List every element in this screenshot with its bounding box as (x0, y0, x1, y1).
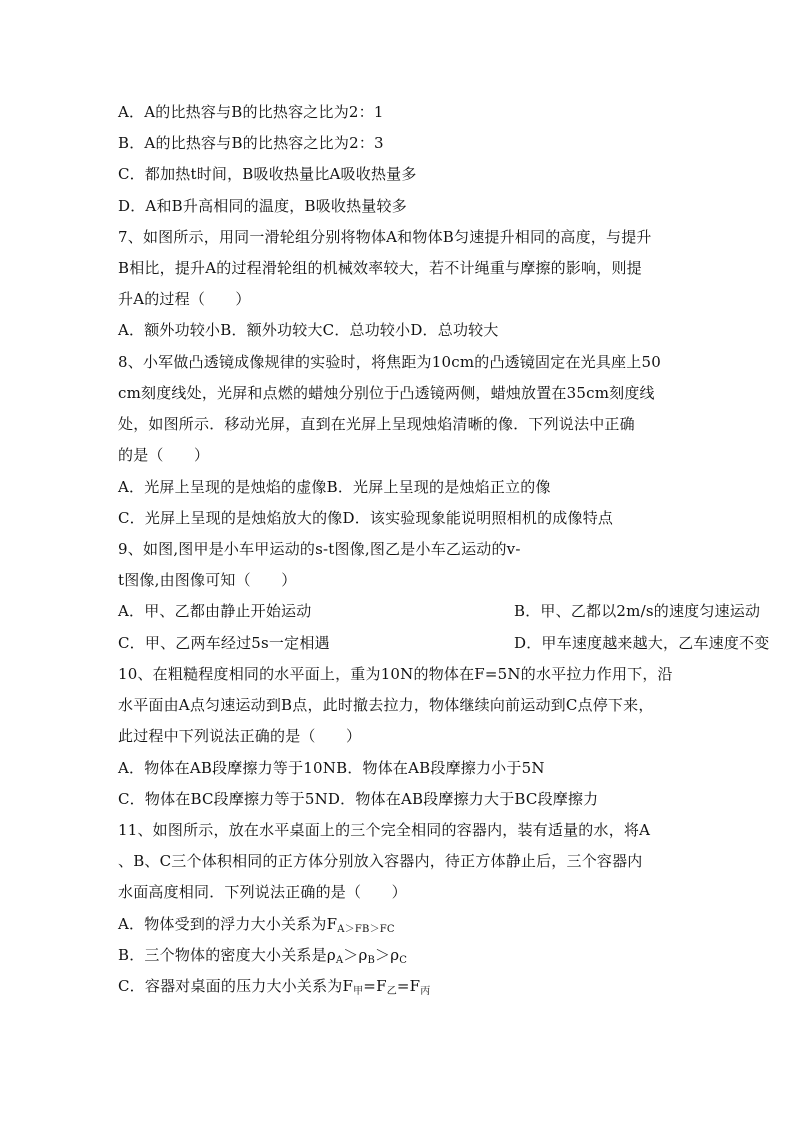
q8-stem-line2: cm刻度线处，光屏和点燃的蜡烛分别位于凸透镜两侧，蜡烛放置在35cm刻度线 (118, 384, 655, 402)
q11-stem-line3: 水面高度相同．下列说法正确的是（ ） (118, 883, 407, 901)
q10-stem-line3: 此过程中下列说法正确的是（ ） (118, 727, 362, 745)
q8-stem-line3: 处，如图所示．移动光屏，直到在光屏上呈现烛焰清晰的像．下列说法中正确 (118, 415, 635, 433)
q10-stem-line2: 水平面由A点匀速运动到B点，此时撤去拉力，物体继续向前运动到C点停下来， (118, 696, 654, 714)
q11-stem-line1: 11、如图所示，放在水平桌面上的三个完全相同的容器内，装有适量的水，将A (118, 821, 651, 839)
q9-stem-line2: t图像,由图像可知（ ） (118, 571, 297, 589)
q11-option-a: A．物体受到的浮力大小关系为$F_{A>FB>FC}$ (118, 915, 395, 935)
q10-stem-line1: 10、在粗糙程度相同的水平面上，重为10N的物体在F=5N的水平拉力作用下，沿 (118, 665, 673, 683)
q11-option-c: C．容器对桌面的压力大小关系为$F_甲=F_乙=F_丙$ (118, 977, 431, 997)
q6-option-c: C．都加热t时间，B吸收热量比A吸收热量多 (118, 165, 417, 183)
q9-options-row2 (118, 633, 770, 653)
q8-stem-line1: 8、小军做凸透镜成像规律的实验时，将焦距为10cm的凸透镜固定在光具座上50 (118, 353, 661, 371)
q6-option-a: A．A的比热容与B的比热容之比为2：1 (118, 103, 384, 121)
q10-options-ab: A．物体在AB段摩擦力等于10NB．物体在AB段摩擦力小于5N (118, 759, 545, 777)
q11-stem-line2: 、B、C三个体积相同的正方体分别放入容器内，待正方体静止后，三个容器内 (118, 852, 643, 870)
q6-option-b: B．A的比热容与B的比热容之比为2：3 (118, 134, 384, 152)
q9-option-d: D．甲车速度越来越大，乙车速度不变 (514, 634, 770, 652)
q6-option-d: D．A和B升高相同的温度，B吸收热量较多 (118, 197, 407, 215)
q9-stem-line1: 9、如图,图甲是小车甲运动的s-t图像,图乙是小车乙运动的v- (118, 540, 521, 558)
q8-options-ab: A．光屏上呈现的是烛焰的虚像B．光屏上呈现的是烛焰正立的像 (118, 478, 551, 496)
q9-option-c: C．甲、乙两车经过5s一定相遇 (118, 634, 330, 652)
q7-stem-line3: 升A的过程（ ） (118, 290, 251, 308)
q10-options-cd: C．物体在BC段摩擦力等于5ND．物体在AB段摩擦力大于BC段摩擦力 (118, 790, 599, 808)
q9-options-row1 (118, 601, 761, 621)
q7-options: A．额外功较小B．额外功较大C．总功较小D．总功较大 (118, 321, 499, 339)
q7-stem-line2: B相比，提升A的过程滑轮组的机械效率较大，若不计绳重与摩擦的影响，则提 (118, 259, 642, 277)
q9-option-b: B．甲、乙都以2m/s的速度匀速运动 (514, 602, 761, 620)
q9-option-a: A．甲、乙都由静止开始运动 (118, 602, 312, 620)
q8-stem-line4: 的是（ ） (118, 446, 210, 464)
q11-option-b: B．三个物体的密度大小关系是$\rho_A>\rho_B>\rho_C$ (118, 946, 408, 966)
q7-stem-line1: 7、如图所示，用同一滑轮组分别将物体A和物体B匀速提升相同的高度，与提升 (118, 228, 652, 246)
q8-options-cd: C．光屏上呈现的是烛焰放大的像D．该实验现象能说明照相机的成像特点 (118, 509, 614, 527)
